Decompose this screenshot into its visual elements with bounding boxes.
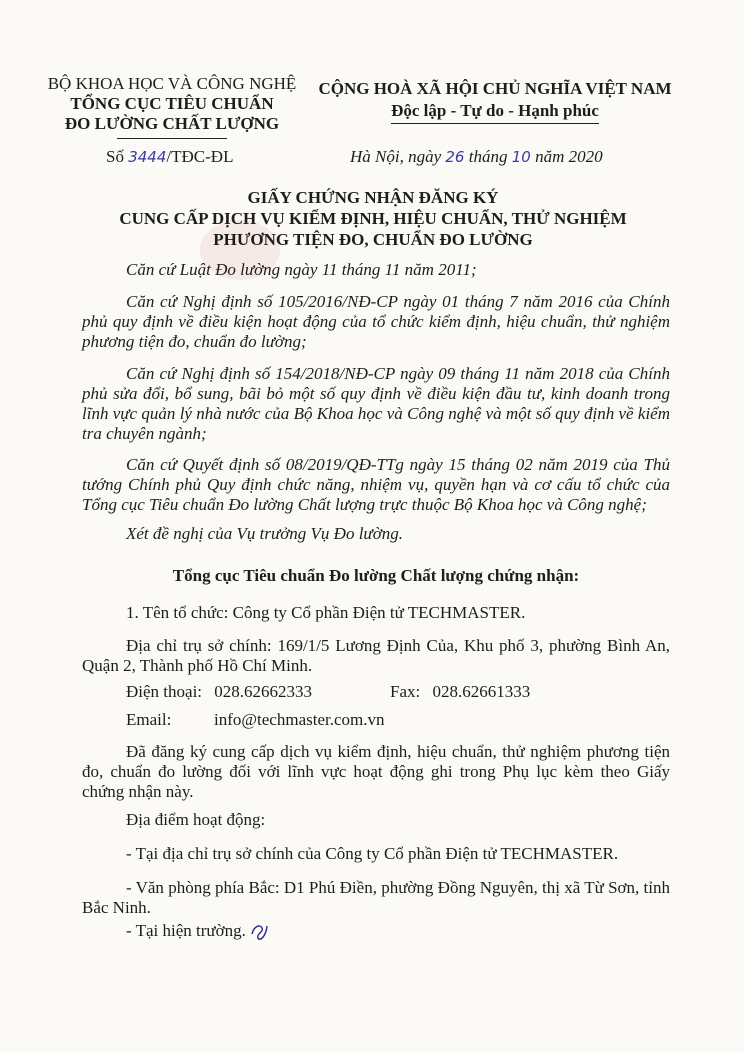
email-value: info@techmaster.com.vn	[214, 710, 385, 729]
legal-basis-4: Căn cứ Quyết định số 08/2019/QĐ-TTg ngày 15 tháng 02 năm 2019 của Thủ tướng Chính phủ Quy định chức năng, nhiệm vụ, quyền hạn và cơ cấu tổ chức của Tổng cục Tiêu chuẩn Đo lường Chất lượng trực thuộc Bộ Khoa học và Công nghệ;	[82, 455, 670, 514]
issue-date	[350, 147, 603, 167]
email-label: Email:	[126, 710, 172, 729]
registration-statement: Đã đăng ký cung cấp dịch vụ kiểm định, hiệu chuẩn, thử nghiệm phương tiện đo, chuẩn đo lường đối với lĩnh vực hoạt động ghi trong Phụ lục kèm theo Giấy chứng nhận này.	[82, 742, 670, 801]
issuing-authority-header	[40, 74, 304, 139]
legal-basis-1: Căn cứ Luật Đo lường ngày 11 tháng 11 năm 2011;	[126, 260, 477, 279]
title-line2: CUNG CẤP DỊCH VỤ KIỂM ĐỊNH, HIỆU CHUẨN, THỬ NGHIỆM	[119, 209, 627, 228]
legal-basis-3: Căn cứ Nghị định số 154/2018/NĐ-CP ngày 09 tháng 11 năm 2018 của Chính phủ sửa đổi, bổ sung, bãi bỏ một số quy định về điều kiện đầu tư, kinh doanh trong lĩnh vực quản lý nhà nước của Bộ Khoa học và Công nghệ và một số quy định về kiểm tra chuyên ngành;	[82, 364, 670, 443]
phone-label: Điện thoại:	[126, 682, 203, 701]
certificate-title	[60, 187, 686, 250]
locations-heading: Địa điểm hoạt động:	[126, 810, 266, 829]
date-month: 10	[511, 148, 531, 166]
title-line1: GIẤY CHỨNG NHẬN ĐĂNG KÝ	[247, 188, 499, 207]
date-month-label: tháng	[468, 147, 508, 166]
ministry-name: BỘ KHOA HỌC VÀ CÔNG NGHỆ	[47, 74, 297, 93]
fax-value: 028.62661333	[432, 682, 531, 701]
national-header	[312, 78, 678, 124]
initials-signature-icon	[248, 920, 270, 942]
agency-name-line1: TỔNG CỤC TIÊU CHUẨN	[70, 94, 274, 113]
org-name: 1. Tên tổ chức: Công ty Cổ phần Điện tử TECHMASTER.	[126, 603, 526, 622]
location-1: - Tại địa chỉ trụ sở chính của Công ty Cổ phần Điện tử TECHMASTER.	[126, 844, 619, 863]
national-motto: Độc lập - Tự do - Hạnh phúc	[391, 100, 599, 124]
phone-row	[126, 682, 312, 702]
agency-name-line2: ĐO LƯỜNG CHẤT LƯỢNG	[64, 114, 280, 133]
document-number	[106, 147, 233, 167]
date-year: năm 2020	[535, 147, 603, 166]
location-3-text: - Tại hiện trường.	[126, 921, 246, 940]
legal-basis-2: Căn cứ Nghị định số 105/2016/NĐ-CP ngày 01 tháng 7 năm 2016 của Chính phủ quy định về điều kiện hoạt động của tổ chức kiểm định, hiệu chuẩn, thử nghiệm phương tiện đo, chuẩn đo lường;	[82, 292, 670, 351]
doc-number-handwritten: 3444	[128, 148, 167, 166]
date-day: 26	[445, 148, 465, 166]
header-left-underline	[117, 138, 227, 139]
phone-value: 028.62662333	[214, 682, 313, 701]
org-address: Địa chỉ trụ sở chính: 169/1/5 Lương Định Của, Khu phố 3, phường Bình An, Quận 2, Thành phố Hồ Chí Minh.	[82, 636, 670, 675]
title-line3: PHƯƠNG TIỆN ĐO, CHUẨN ĐO LƯỜNG	[213, 230, 533, 249]
date-place: Hà Nội, ngày	[350, 147, 442, 166]
fax-row	[390, 682, 530, 702]
legal-basis-5: Xét đề nghị của Vụ trưởng Vụ Đo lường.	[126, 524, 404, 543]
fax-label: Fax:	[390, 682, 421, 701]
location-3	[82, 920, 670, 942]
location-2: - Văn phòng phía Bắc: D1 Phú Điền, phường Đồng Nguyên, thị xã Từ Sơn, tỉnh Bắc Ninh.	[82, 878, 670, 917]
country-name: CỘNG HOÀ XÃ HỘI CHỦ NGHĨA VIỆT NAM	[318, 79, 672, 98]
doc-number-prefix: Số	[106, 147, 124, 166]
certify-heading: Tổng cục Tiêu chuẩn Đo lường Chất lượng chứng nhận:	[172, 566, 580, 585]
doc-number-suffix: /TĐC-ĐL	[166, 147, 234, 166]
